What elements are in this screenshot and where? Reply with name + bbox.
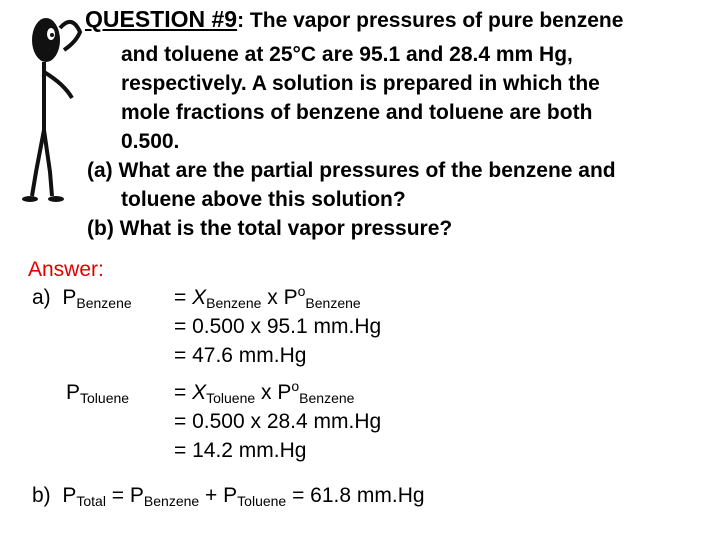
part-b-label: b) [32,484,51,507]
stick-figure-thinking-icon [20,12,84,212]
part-a-label: a) [32,286,51,309]
question-intro: : The vapor pressures of pure benzene [237,9,624,32]
benzene-pressure-label: a) $P_{Benzene}$ [32,286,132,311]
toluene-pressure-label: $P_{Toluene}$ [66,381,130,406]
toluene-calculation: = 0.500 x 28.4 mm.Hg [174,410,382,433]
benzene-result: = 47.6 mm.Hg [174,344,307,367]
question-line-4: 0.500. [121,130,180,153]
answer-heading: Answer: [28,258,104,281]
question-line-2: respectively. A solution is prepared in which the [121,72,600,95]
toluene-result: = 14.2 mm.Hg [174,439,307,462]
question-part-a-cont: toluene above this solution? [121,188,406,211]
question-part-b: (b) What is the total vapor pressure? [87,217,453,240]
question-first-line [85,5,623,35]
toluene-formula: = $X_{Toluene}$ x $P^o_{Benzene}$ [174,378,355,406]
question-line-3: mole fractions of benzene and toluene are both [121,101,593,124]
benzene-formula: = $X_{Benzene}$ x $P^o_{Benzene}$ [174,283,361,311]
question-line-1: and toluene at 25°C are 95.1 and 28.4 mm Hg, [121,43,573,66]
question-part-a: (a) What are the partial pressures of the benzene and [87,159,616,182]
benzene-calculation: = 0.500 x 95.1 mm.Hg [174,315,382,338]
total-pressure-line: b) $P_{Total} = P_{Benzene} + P_{Toluene} = 61.8$ mm.Hg [32,484,425,509]
question-title: QUESTION #9 [85,6,238,32]
